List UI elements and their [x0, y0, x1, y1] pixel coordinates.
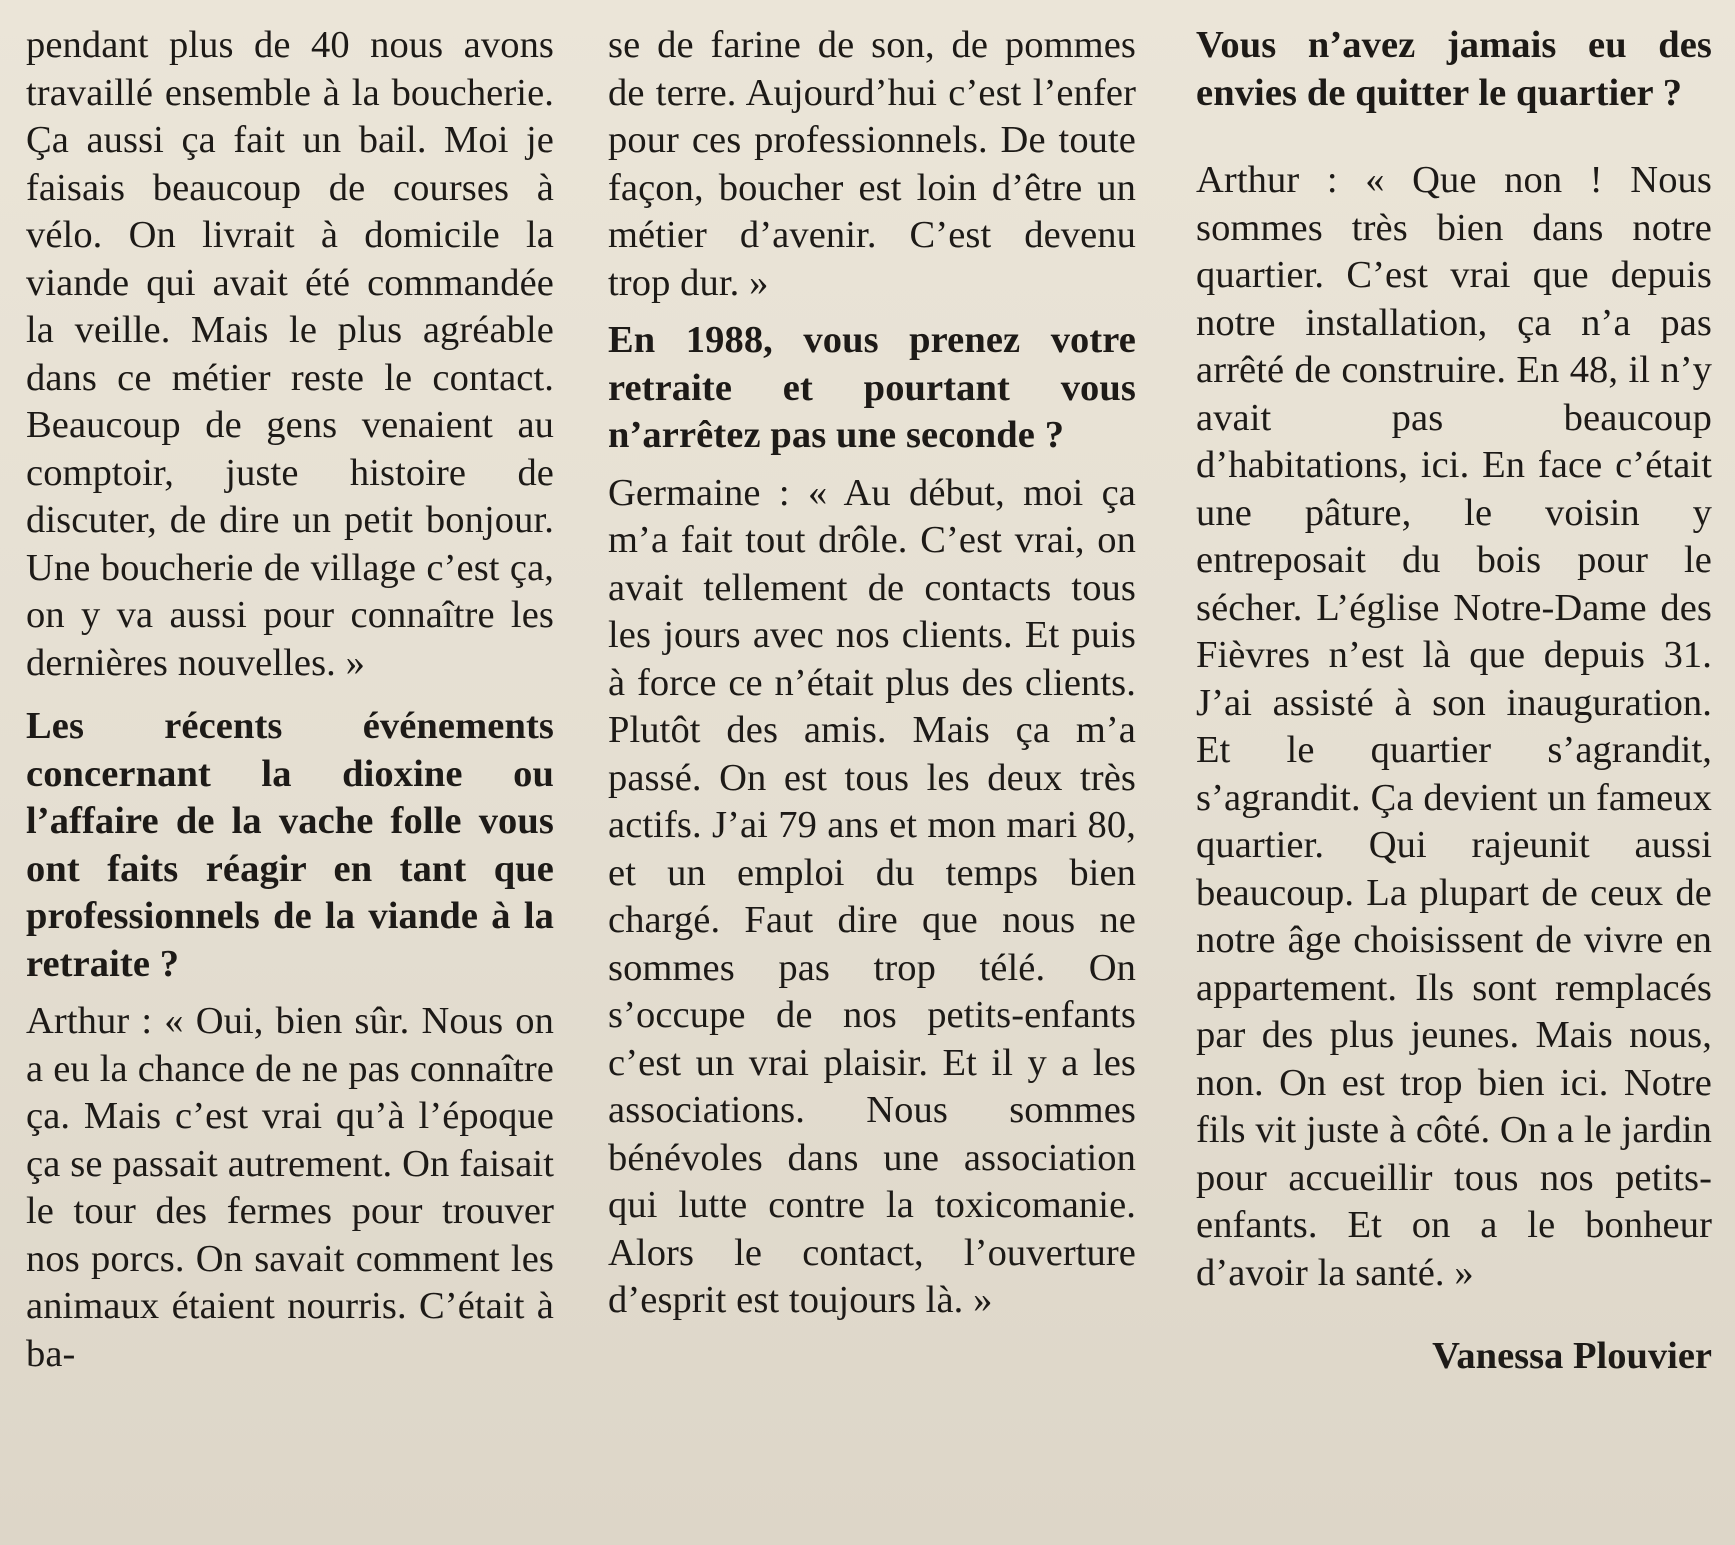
column-2 [608, 22, 1136, 1325]
article-paragraph: Germaine : « Au début, moi ça m’a fait tout drôle. C’est vrai, on avait tellement de contacts tous les jours avec nos clients. Et puis à force ce n’était plus des clients. Plutôt des amis. Mais ça m’a passé. On est tous les deux très actifs. J’ai 79 ans et mon mari 80, et un emploi du temps bien chargé. Faut dire que nous ne sommes pas trop télé. On s’occupe de nos petits-enfants c’est un vrai plaisir. Et il y a les associations. Nous sommes bénévoles dans une association qui lutte contre la toxicomanie. Alors le contact, l’ouverture d’esprit est toujours là. » [608, 471, 1136, 1321]
column-1 [26, 22, 554, 1378]
interview-question: Les récents événements concernant la dioxine ou l’affaire de la vache folle vous ont faits réagir en tant que professionnels de la viande à la retraite ? [26, 705, 554, 985]
column-3 [1196, 22, 1712, 1381]
article-paragraph: Arthur : « Que non ! Nous sommes très bien dans notre quartier. C’est vrai que depuis notre installation, ça n’a pas arrêté de construire. En 48, il n’y avait pas beaucoup d’habitations, ici. En face c’était une pâture, le voisin y entreposait du bois pour le sécher. L’église Notre-Dame des Fièvres n’est là que depuis 31. J’ai assisté à son inauguration. Et le quartier s’agrandit, s’agrandit. Ça devient un fameux quartier. Qui rajeunit aussi beaucoup. La plupart de ceux de notre âge choisissent de vivre en appartement. Ils sont remplacés par des plus jeunes. Mais nous, non. On est trop bien ici. Notre fils vit juste à côté. On a le jardin pour accueillir tous nos petits-enfants. Et on a le bonheur d’avoir la santé. » [1196, 159, 1712, 1294]
article-paragraph: Arthur : « Oui, bien sûr. Nous on a eu la chance de ne pas connaître ça. Mais c’est vrai qu’à l’époque ça se passait autrement. On faisait le tour des fermes pour trouver nos porcs. On savait comment les animaux étaient nourris. C’était à ba- [26, 1000, 554, 1375]
interview-question: Vous n’avez jamais eu des envies de quitter le quartier ? [1196, 24, 1712, 114]
author-signature: Vanessa Plouvier [1432, 1335, 1712, 1377]
article-paragraph: pendant plus de 40 nous avons travaillé ensemble à la boucherie. Ça aussi ça fait un bail. Moi je faisais beaucoup de courses à vélo. On livrait à domicile la viande qui avait été commandée la veille. Mais le plus agréable dans ce métier reste le contact. Beaucoup de gens venaient au comptoir, juste histoire de discuter, de dire un petit bonjour. Une boucherie de village c’est ça, on y va aussi pour connaître les dernières nouvelles. » [26, 24, 554, 684]
interview-question: En 1988, vous prenez votre retraite et pourtant vous n’arrêtez pas une seconde ? [608, 319, 1136, 456]
article-paragraph: se de farine de son, de pommes de terre. Aujourd’hui c’est l’enfer pour ces professionnels. De toute façon, boucher est loin d’être un métier d’avenir. C’est devenu trop dur. » [608, 24, 1136, 304]
